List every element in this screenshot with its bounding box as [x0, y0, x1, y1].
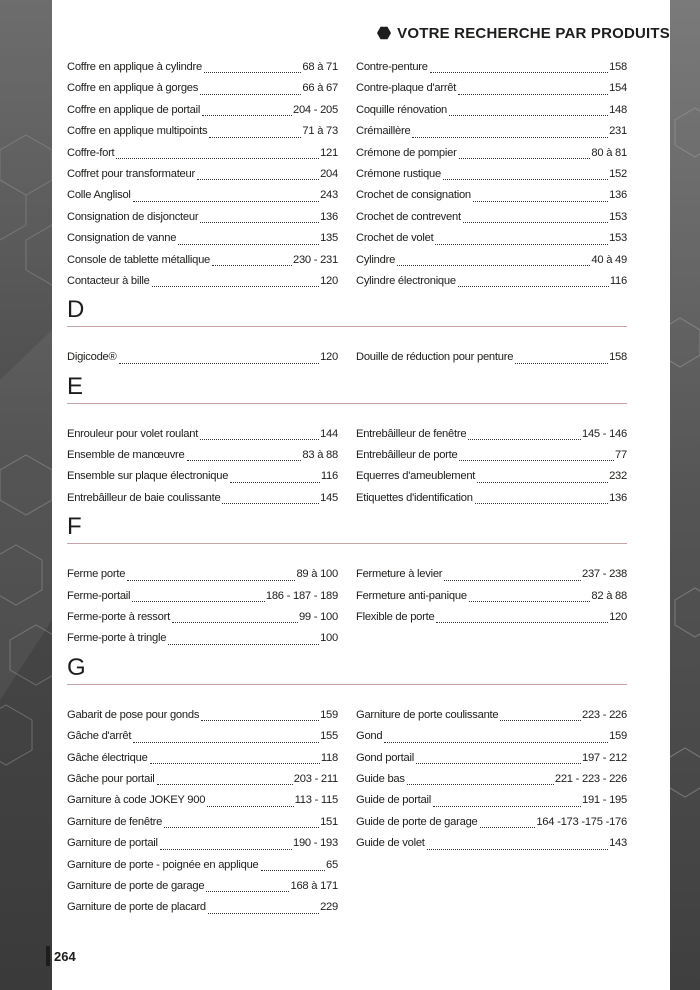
entry-page: 243 — [320, 189, 338, 202]
section-f — [67, 513, 627, 650]
column-left — [67, 705, 338, 919]
entry-page: 155 — [320, 730, 338, 743]
index-entry[interactable] — [356, 564, 627, 585]
right-decorative-band — [670, 0, 700, 990]
index-entry[interactable] — [67, 855, 338, 876]
index-entry[interactable] — [67, 607, 338, 628]
entry-name: Ensemble sur plaque électronique — [67, 470, 229, 483]
dot-leader — [458, 286, 609, 287]
index-entry[interactable] — [67, 726, 338, 747]
entry-page: 158 — [609, 60, 627, 73]
entry-page: 143 — [609, 837, 627, 850]
entry-page: 144 — [320, 427, 338, 440]
dot-leader — [459, 158, 591, 159]
entry-page: 136 — [609, 491, 627, 504]
entry-name: Garniture de porte - poignée en applique — [67, 858, 259, 871]
index-entry[interactable] — [67, 628, 338, 649]
entry-page: 237 - 238 — [581, 568, 627, 581]
index-entry[interactable] — [356, 488, 627, 509]
entry-page: 65 — [326, 858, 338, 871]
entry-name: Gond portail — [356, 751, 414, 764]
hexagon-pattern-left — [0, 0, 52, 990]
entry-page: 83 à 88 — [302, 449, 338, 462]
entry-page: 120 — [320, 274, 338, 287]
index-entry[interactable] — [67, 185, 338, 206]
entry-name: Fermeture à levier — [356, 568, 443, 581]
entry-page: 120 — [320, 351, 338, 364]
index-entry[interactable] — [356, 185, 627, 206]
index-page — [52, 0, 670, 990]
index-entry[interactable] — [67, 347, 338, 368]
index-entry[interactable] — [67, 564, 338, 585]
dot-leader — [427, 849, 608, 850]
entry-name: Cylindre — [356, 253, 396, 266]
entry-name: Guide bas — [356, 772, 405, 785]
entry-name: Coffre en applique à gorges — [67, 82, 199, 95]
dot-leader — [435, 244, 608, 245]
column-right — [356, 705, 627, 919]
entry-name: Guide de portail — [356, 794, 431, 807]
index-entry[interactable] — [356, 705, 627, 726]
entry-columns — [67, 57, 627, 292]
index-entry[interactable] — [67, 769, 338, 790]
entry-page: 232 — [609, 470, 627, 483]
entry-name: Gond — [356, 730, 383, 743]
page-title: VOTRE RECHERCHE PAR PRODUITS — [397, 24, 670, 42]
dot-leader — [433, 806, 581, 807]
entry-page: 152 — [609, 167, 627, 180]
entry-page: 148 — [609, 103, 627, 116]
index-entry[interactable] — [356, 250, 627, 271]
entry-columns — [67, 564, 627, 650]
entry-page: 120 — [609, 611, 627, 624]
dot-leader — [172, 622, 298, 623]
entry-name: Consignation de vanne — [67, 232, 177, 245]
dot-leader — [200, 439, 319, 440]
index-entry[interactable] — [67, 78, 338, 99]
index-entry[interactable] — [356, 228, 627, 249]
dot-leader — [458, 94, 608, 95]
entry-page: 186 - 187 - 189 — [265, 589, 338, 602]
index-entry[interactable] — [67, 833, 338, 854]
index-entry[interactable] — [67, 705, 338, 726]
entry-name: Crémaillère — [356, 125, 411, 138]
entry-page: 40 à 49 — [591, 253, 627, 266]
column-right — [356, 424, 627, 510]
entry-name: Garniture de portail — [67, 837, 158, 850]
dot-leader — [127, 580, 295, 581]
entry-name: Guide de volet — [356, 837, 425, 850]
entry-name: Crémone de pompier — [356, 146, 457, 159]
entry-name: Coquille rénovation — [356, 103, 448, 116]
entry-page: 154 — [609, 82, 627, 95]
index-entry[interactable] — [356, 164, 627, 185]
entry-name: Garniture de porte de garage — [67, 879, 205, 892]
index-entry[interactable] — [356, 347, 627, 368]
dot-leader — [261, 870, 326, 871]
column-left — [67, 564, 338, 650]
index-entry[interactable] — [356, 586, 627, 607]
entry-name: Ferme-porte à ressort — [67, 611, 170, 624]
entry-name: Contacteur à bille — [67, 274, 150, 287]
dot-leader — [212, 265, 292, 266]
entry-page: 153 — [609, 210, 627, 223]
dot-leader — [480, 827, 536, 828]
entry-name: Etiquettes d'identification — [356, 491, 473, 504]
index-entry[interactable] — [67, 121, 338, 142]
index-entry[interactable] — [67, 57, 338, 78]
entry-page: 136 — [609, 189, 627, 202]
column-left — [67, 424, 338, 510]
entry-page: 66 à 67 — [302, 82, 338, 95]
hexagon-pattern-right — [670, 0, 700, 990]
dot-leader — [443, 179, 608, 180]
index-entry[interactable] — [67, 228, 338, 249]
section-divider — [67, 543, 627, 544]
section-divider — [67, 326, 627, 327]
index-entry[interactable] — [356, 424, 627, 445]
entry-name: Coffret pour transformateur — [67, 167, 195, 180]
index-entry[interactable] — [67, 271, 338, 292]
entry-page: 158 — [609, 351, 627, 364]
index-entry[interactable] — [356, 143, 627, 164]
page-footer — [46, 946, 76, 966]
dot-leader — [436, 622, 608, 623]
entry-name: Entrebâilleur de fenêtre — [356, 427, 467, 440]
entry-page: 221 - 223 - 226 — [554, 772, 627, 785]
index-entry[interactable] — [356, 271, 627, 292]
entry-page: 71 à 73 — [302, 125, 338, 138]
entry-name: Consignation de disjoncteur — [67, 210, 199, 223]
column-left — [67, 57, 338, 292]
entry-name: Crémone rustique — [356, 167, 441, 180]
entry-page: 164 -173 -175 -176 — [536, 815, 627, 828]
entry-page: 204 — [320, 167, 338, 180]
index-entry[interactable] — [67, 790, 338, 811]
index-entry[interactable] — [67, 445, 338, 466]
entry-name: Douille de réduction pour penture — [356, 351, 514, 364]
entry-page: 116 — [320, 470, 338, 483]
entry-page: 135 — [320, 232, 338, 245]
dot-leader — [132, 601, 265, 602]
entry-name: Gâche pour portail — [67, 772, 155, 785]
dot-leader — [412, 137, 608, 138]
dot-leader — [475, 503, 608, 504]
index-entry[interactable] — [67, 748, 338, 769]
dot-leader — [150, 763, 320, 764]
index-entry[interactable] — [356, 121, 627, 142]
entry-page: 82 à 88 — [591, 589, 627, 602]
column-right — [356, 347, 627, 368]
dot-leader — [197, 179, 319, 180]
dot-leader — [133, 201, 319, 202]
dot-leader — [207, 806, 293, 807]
dot-leader — [204, 72, 301, 73]
hexagon-icon — [377, 26, 391, 40]
entry-page: 68 à 71 — [302, 60, 338, 73]
entry-name: Gâche d'arrêt — [67, 730, 132, 743]
entry-page: 223 - 226 — [581, 708, 627, 721]
dot-leader — [384, 742, 608, 743]
dot-leader — [469, 601, 591, 602]
entry-page: 136 — [320, 210, 338, 223]
entry-page: 231 — [609, 125, 627, 138]
section-letter: D — [67, 296, 85, 324]
entry-name: Flexible de porte — [356, 611, 435, 624]
index-entry[interactable] — [356, 57, 627, 78]
dot-leader — [477, 482, 608, 483]
entry-name: Garniture de fenêtre — [67, 815, 163, 828]
entry-page: 99 - 100 — [298, 611, 338, 624]
entry-name: Ferme-porte à tringle — [67, 632, 167, 645]
section-letter: G — [67, 653, 86, 681]
dot-leader — [397, 265, 590, 266]
dot-leader — [116, 158, 319, 159]
dot-leader — [160, 849, 292, 850]
index-entry[interactable] — [67, 164, 338, 185]
entry-name: Crochet de contrevent — [356, 210, 461, 223]
index-entry[interactable] — [67, 876, 338, 897]
dot-leader — [222, 503, 319, 504]
entry-page: 229 — [320, 901, 338, 914]
entry-name: Crochet de volet — [356, 232, 434, 245]
entry-columns — [67, 424, 627, 510]
index-entry[interactable] — [356, 812, 627, 833]
index-entry[interactable] — [67, 207, 338, 228]
section-e — [67, 373, 627, 510]
entry-name: Gâche électrique — [67, 751, 148, 764]
section-letter: F — [67, 513, 82, 541]
entry-page: 159 — [609, 730, 627, 743]
entry-columns — [67, 705, 627, 919]
dot-leader — [459, 460, 614, 461]
entry-name: Coffre en applique multipoints — [67, 125, 208, 138]
entry-name: Contre-penture — [356, 60, 428, 73]
entry-page: 190 - 193 — [292, 837, 338, 850]
index-entry[interactable] — [67, 812, 338, 833]
index-entry[interactable] — [67, 586, 338, 607]
index-entry[interactable] — [356, 790, 627, 811]
entry-name: Contre-plaque d'arrêt — [356, 82, 457, 95]
column-left — [67, 347, 338, 368]
section-g — [67, 654, 627, 919]
dot-leader — [430, 72, 608, 73]
index-content — [67, 57, 627, 919]
index-entry[interactable] — [356, 726, 627, 747]
entry-page: 145 - 146 — [581, 427, 627, 440]
dot-leader — [157, 784, 293, 785]
dot-leader — [444, 580, 581, 581]
entry-page: 230 - 231 — [292, 253, 338, 266]
section-d — [67, 296, 627, 368]
column-right — [356, 57, 627, 292]
index-entry[interactable] — [67, 488, 338, 509]
entry-page: 116 — [609, 274, 627, 287]
dot-leader — [200, 222, 319, 223]
section-divider — [67, 684, 627, 685]
index-entry[interactable] — [356, 748, 627, 769]
index-entry[interactable] — [67, 100, 338, 121]
index-entry[interactable] — [67, 250, 338, 271]
dot-leader — [164, 827, 319, 828]
dot-leader — [119, 363, 320, 364]
entry-page: 197 - 212 — [581, 751, 627, 764]
section-letter: E — [67, 372, 84, 400]
entry-name: Ferme-portail — [67, 589, 131, 602]
index-entry[interactable] — [356, 833, 627, 854]
entry-page: 151 — [320, 815, 338, 828]
entry-page: 204 - 205 — [292, 103, 338, 116]
dot-leader — [133, 742, 319, 743]
index-entry[interactable] — [356, 607, 627, 628]
index-entry[interactable] — [67, 424, 338, 445]
footer-bar — [46, 946, 50, 966]
entry-page: 113 - 115 — [294, 794, 338, 807]
entry-page: 77 — [615, 449, 627, 462]
entry-name: Crochet de consignation — [356, 189, 471, 202]
index-entry[interactable] — [356, 207, 627, 228]
dot-leader — [208, 913, 319, 914]
index-entry[interactable] — [67, 897, 338, 918]
entry-name: Console de tablette métallique — [67, 253, 211, 266]
dot-leader — [468, 439, 581, 440]
entry-name: Ferme porte — [67, 568, 126, 581]
entry-page: 100 — [320, 632, 338, 645]
entry-name: Garniture de porte de placard — [67, 901, 206, 914]
dot-leader — [209, 137, 301, 138]
index-entry[interactable] — [356, 466, 627, 487]
entry-name: Coffre-fort — [67, 146, 115, 159]
column-right — [356, 564, 627, 650]
entry-name: Garniture de porte coulissante — [356, 708, 499, 721]
dot-leader — [230, 482, 320, 483]
page-header — [377, 22, 670, 44]
page-number: 264 — [54, 948, 76, 964]
index-entry[interactable] — [356, 769, 627, 790]
entry-page: 80 à 81 — [591, 146, 627, 159]
entry-page: 89 à 100 — [296, 568, 338, 581]
index-entry[interactable] — [67, 466, 338, 487]
entry-page: 118 — [320, 751, 338, 764]
entry-name: Fermeture anti-panique — [356, 589, 467, 602]
dot-leader — [407, 784, 554, 785]
entry-page: 168 à 171 — [290, 879, 338, 892]
entry-name: Entrebâilleur de baie coulissante — [67, 491, 221, 504]
entry-name: Coffre en applique de portail — [67, 103, 201, 116]
entry-name: Ensemble de manœuvre — [67, 449, 185, 462]
dot-leader — [449, 115, 608, 116]
entry-name: Cylindre électronique — [356, 274, 456, 287]
dot-leader — [416, 763, 581, 764]
dot-leader — [206, 891, 289, 892]
entry-page: 145 — [320, 491, 338, 504]
index-entry[interactable] — [356, 100, 627, 121]
entry-name: Coffre en applique à cylindre — [67, 60, 202, 73]
index-entry[interactable] — [356, 78, 627, 99]
entry-name: Gabarit de pose pour gonds — [67, 708, 200, 721]
dot-leader — [201, 720, 319, 721]
left-decorative-band — [0, 0, 52, 990]
entry-page: 159 — [320, 708, 338, 721]
dot-leader — [463, 222, 608, 223]
dot-leader — [500, 720, 581, 721]
section-divider — [67, 403, 627, 404]
dot-leader — [152, 286, 320, 287]
entry-page: 121 — [320, 146, 338, 159]
entry-name: Colle Anglisol — [67, 189, 131, 202]
dot-leader — [202, 115, 292, 116]
entry-columns — [67, 347, 627, 368]
index-entry[interactable] — [356, 445, 627, 466]
entry-page: 153 — [609, 232, 627, 245]
dot-leader — [187, 460, 302, 461]
entry-name: Garniture à code JOKEY 900 — [67, 794, 206, 807]
entry-name: Entrebâilleur de porte — [356, 449, 458, 462]
dot-leader — [473, 201, 608, 202]
dot-leader — [178, 244, 319, 245]
dot-leader — [168, 644, 319, 645]
dot-leader — [515, 363, 608, 364]
entry-name: Equerres d'ameublement — [356, 470, 476, 483]
entry-name: Digicode® — [67, 351, 117, 364]
dot-leader — [200, 94, 301, 95]
entry-name: Guide de porte de garage — [356, 815, 478, 828]
index-entry[interactable] — [67, 143, 338, 164]
entry-name: Enrouleur pour volet roulant — [67, 427, 199, 440]
entry-page: 191 - 195 — [581, 794, 627, 807]
entry-page: 203 - 211 — [293, 772, 338, 785]
